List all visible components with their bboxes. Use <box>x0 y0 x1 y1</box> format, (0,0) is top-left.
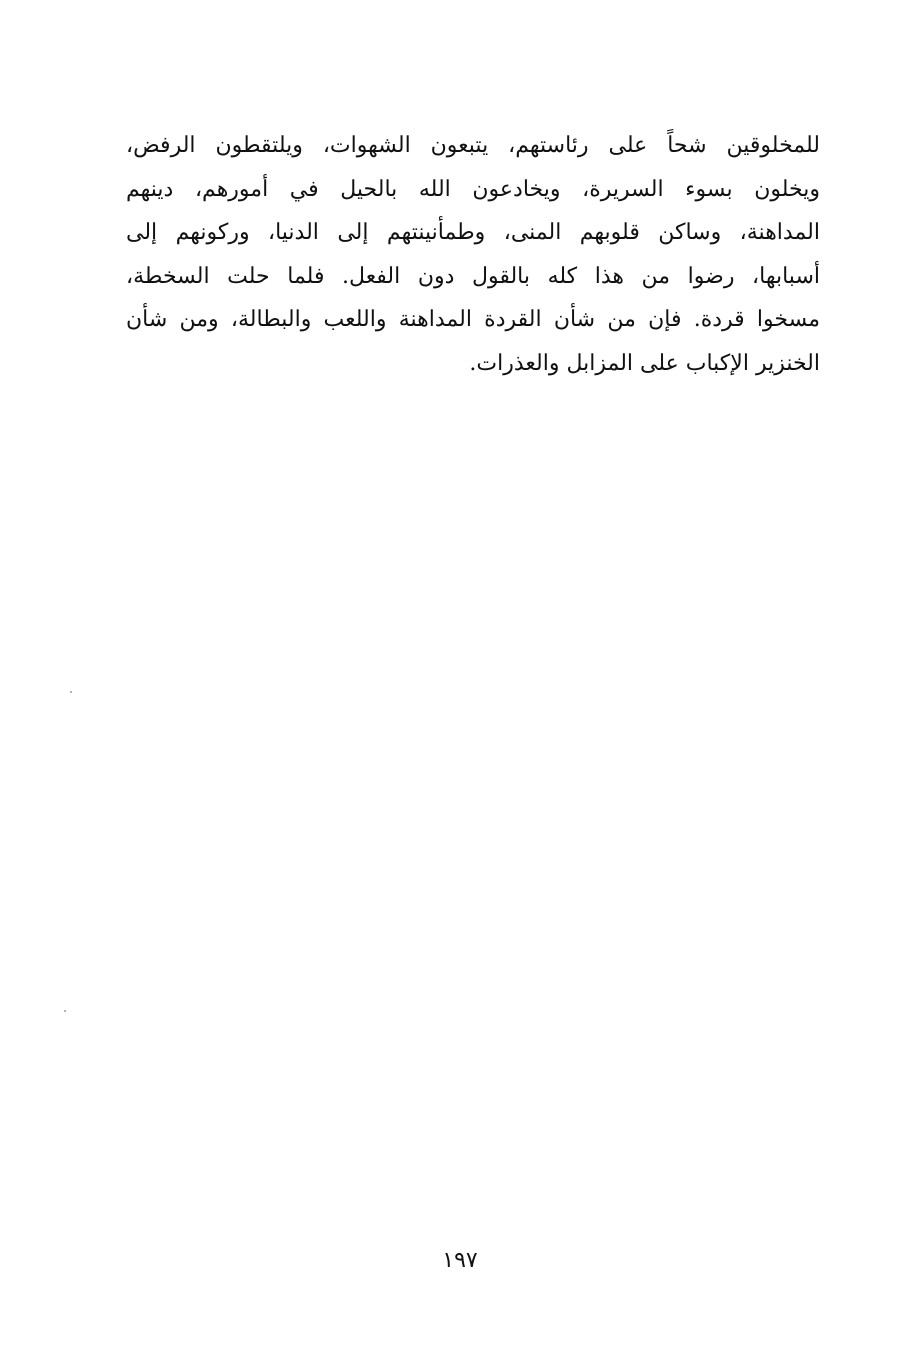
scan-speck <box>70 691 72 693</box>
text-line: المداهنة، وساكن قلوبهم المنى، وطمأنينتهم إلى الدنيا، وركونهم إلى <box>126 220 820 245</box>
text-line: ويخلون بسوء السريرة، ويخادعون الله بالحيل في أمورهم، دينهم <box>126 176 820 202</box>
page-number: ١٩٧ <box>442 1248 478 1273</box>
text-line: الخنزير الإكباب على المزابل والعذرات. <box>469 350 820 376</box>
scan-speck <box>64 1010 66 1012</box>
body-paragraph <box>126 124 820 385</box>
text-line: مسخوا قردة. فإن من شأن القردة المداهنة واللعب والبطالة، ومن شأن <box>126 307 820 332</box>
text-line: للمخلوقين شحاً على رئاستهم، يتبعون الشهوات، ويلتقطون الرفض، <box>126 133 820 158</box>
text-line: أسبابها، رضوا من هذا كله بالقول دون الفعل. فلما حلت السخطة، <box>126 263 820 289</box>
